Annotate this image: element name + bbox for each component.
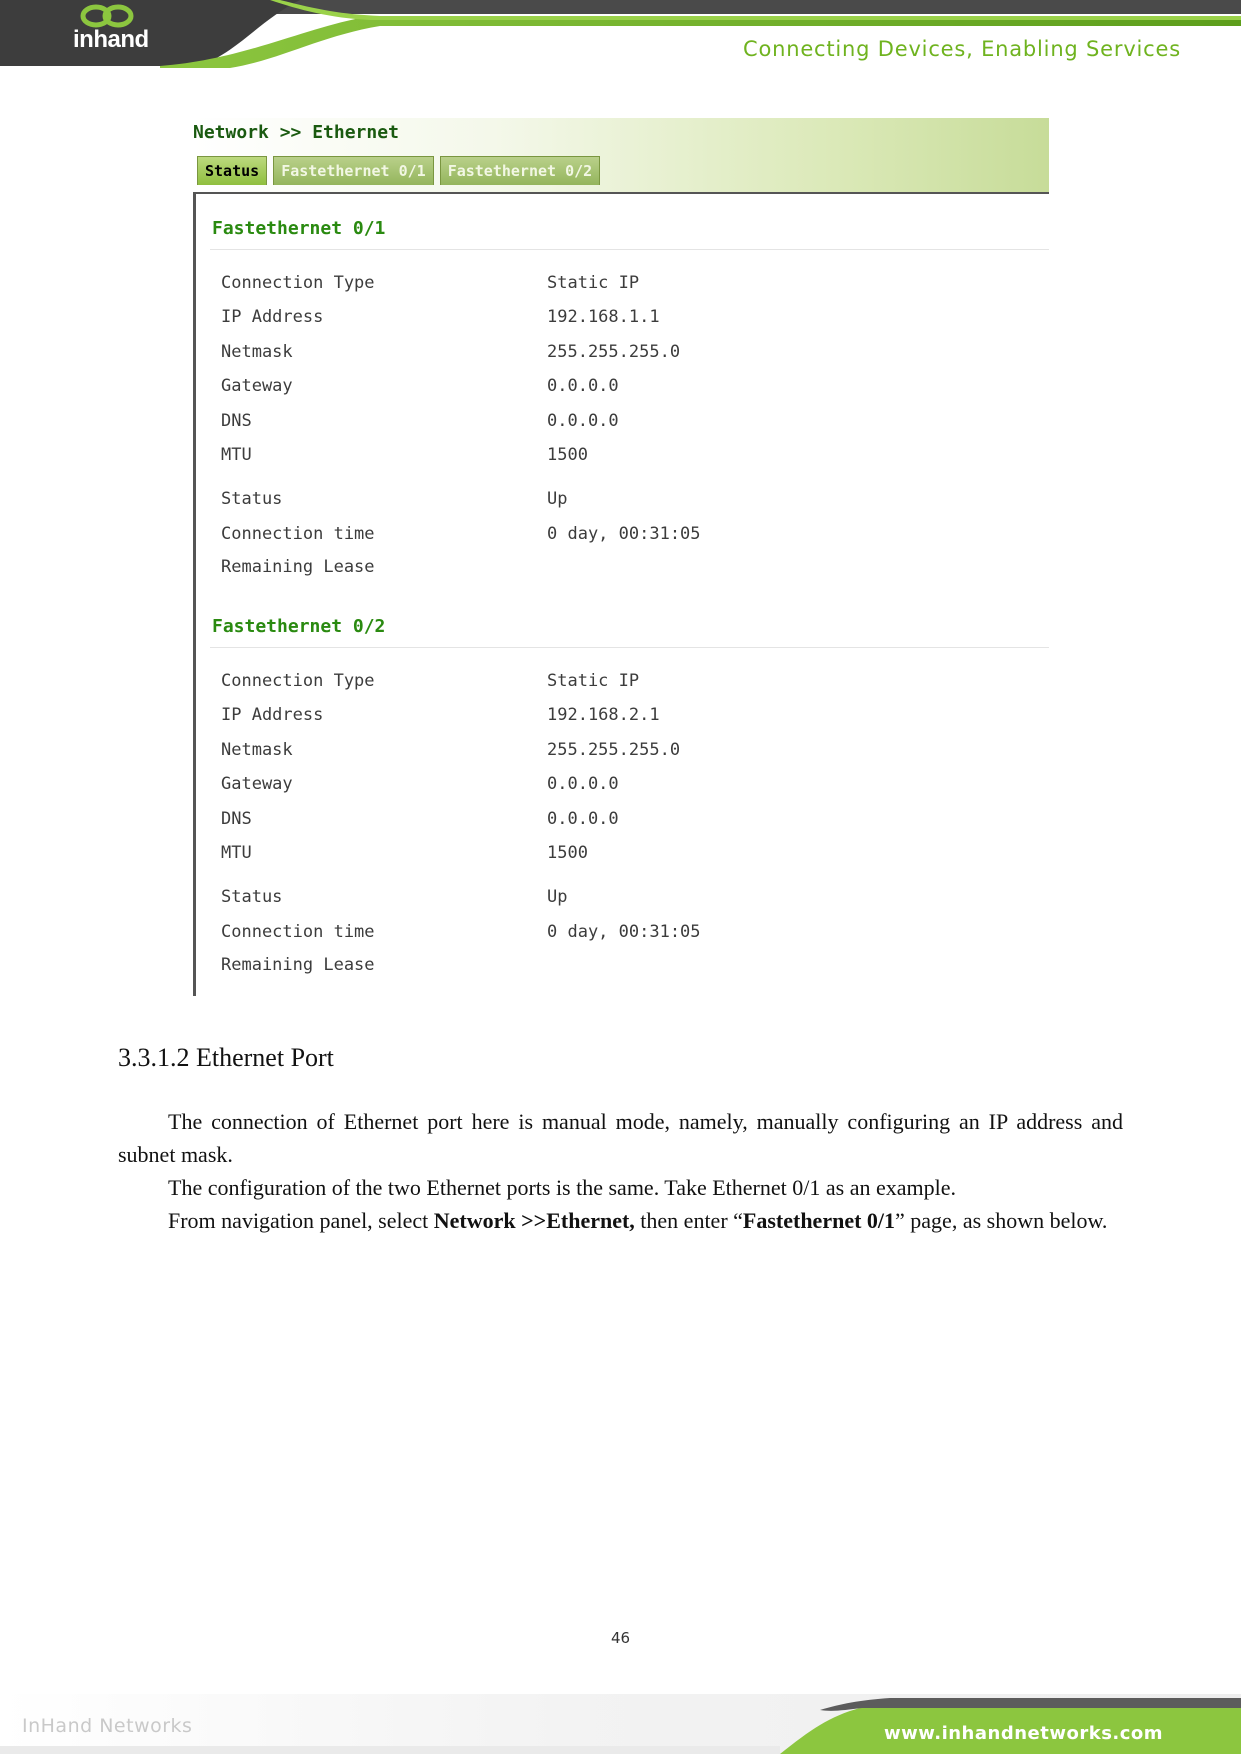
section-title-fastethernet-0-2: Fastethernet 0/2 [212, 616, 386, 637]
status-row [196, 671, 1052, 697]
tab-bar [197, 156, 600, 185]
row-label: Netmask [221, 342, 293, 362]
section-divider [210, 249, 1049, 250]
status-row [196, 955, 1052, 981]
row-value: 0 day, 00:31:05 [547, 922, 701, 942]
row-label: DNS [221, 411, 252, 431]
row-label: Gateway [221, 774, 293, 794]
paragraph-3-bold-nav: Network >>Ethernet, [433, 1208, 635, 1233]
paragraph-2-text: The configuration of the two Ethernet ports is the same. Take Ethernet 0/1 as an example. [168, 1175, 956, 1200]
row-label: Netmask [221, 740, 293, 760]
tagline: Connecting Devices, Enabling Services [742, 37, 1181, 61]
status-row [196, 705, 1052, 731]
page-number: 46 [610, 1629, 631, 1647]
paragraph-3-text-mid: then enter “ [634, 1208, 743, 1233]
footer-company-name: InHand Networks [22, 1715, 193, 1737]
status-row [196, 524, 1052, 550]
row-value: 192.168.2.1 [547, 705, 660, 725]
section-title-fastethernet-0-1: Fastethernet 0/1 [212, 218, 386, 239]
tab-fastethernet-0-2[interactable]: Fastethernet 0/2 [440, 156, 601, 185]
status-row [196, 489, 1052, 515]
status-row [196, 922, 1052, 948]
tab-status[interactable]: Status [197, 156, 267, 185]
row-value: 0.0.0.0 [547, 376, 619, 396]
row-value: 0.0.0.0 [547, 774, 619, 794]
page-header [0, 0, 1241, 70]
row-value: Up [547, 887, 568, 907]
paragraph-2 [118, 1171, 1123, 1204]
status-row [196, 557, 1052, 583]
row-value: Static IP [547, 273, 640, 293]
row-label: Connection Type [221, 273, 375, 293]
paragraph-1-text: The connection of Ethernet port here is manual mode, namely, manually configuring an IP address and subnet mask. [118, 1109, 1123, 1167]
ethernet-status-screenshot [193, 118, 1049, 996]
row-value: 1500 [547, 843, 588, 863]
row-value: Up [547, 489, 568, 509]
section-divider [210, 647, 1049, 648]
paragraph-3-text-end: ” page, as shown below. [895, 1208, 1108, 1233]
status-row [196, 740, 1052, 766]
row-label: IP Address [221, 705, 324, 725]
breadcrumb: Network >> Ethernet [193, 122, 399, 143]
row-value: Static IP [547, 671, 640, 691]
status-row [196, 445, 1052, 471]
row-value: 255.255.255.0 [547, 342, 681, 362]
page-footer [0, 1680, 1241, 1754]
logo-text: inhand [73, 26, 149, 53]
row-label: Remaining Lease [221, 955, 375, 975]
paragraph-1 [118, 1105, 1123, 1171]
row-label: Gateway [221, 376, 293, 396]
row-label: MTU [221, 843, 252, 863]
paragraph-3-bold-page: Fastethernet 0/1 [742, 1208, 896, 1233]
status-row [196, 843, 1052, 869]
status-row [196, 887, 1052, 913]
status-row [196, 307, 1052, 333]
row-value: 0.0.0.0 [547, 411, 619, 431]
status-row [196, 342, 1052, 368]
row-label: Connection time [221, 524, 375, 544]
section-heading: 3.3.1.2 Ethernet Port [118, 1043, 334, 1072]
status-row [196, 273, 1052, 299]
row-label: Remaining Lease [221, 557, 375, 577]
paragraph-3-text: From navigation panel, select [168, 1208, 434, 1233]
row-label: Status [221, 887, 283, 907]
logo-mark-icon [78, 4, 136, 28]
row-label: Connection Type [221, 671, 375, 691]
row-label: Connection time [221, 922, 375, 942]
screenshot-title-bar [193, 118, 1049, 192]
row-value: 0.0.0.0 [547, 809, 619, 829]
paragraph-3 [118, 1204, 1123, 1237]
status-row [196, 774, 1052, 800]
status-row [196, 809, 1052, 835]
row-label: IP Address [221, 307, 324, 327]
status-row [196, 411, 1052, 437]
row-label: Status [221, 489, 283, 509]
row-label: DNS [221, 809, 252, 829]
status-content [193, 192, 1049, 996]
row-label: MTU [221, 445, 252, 465]
status-row [196, 376, 1052, 402]
row-value: 1500 [547, 445, 588, 465]
row-value: 192.168.1.1 [547, 307, 660, 327]
row-value: 0 day, 00:31:05 [547, 524, 701, 544]
row-value: 255.255.255.0 [547, 740, 681, 760]
footer-website: www.inhandnetworks.com [884, 1723, 1164, 1744]
tab-fastethernet-0-1[interactable]: Fastethernet 0/1 [273, 156, 434, 185]
